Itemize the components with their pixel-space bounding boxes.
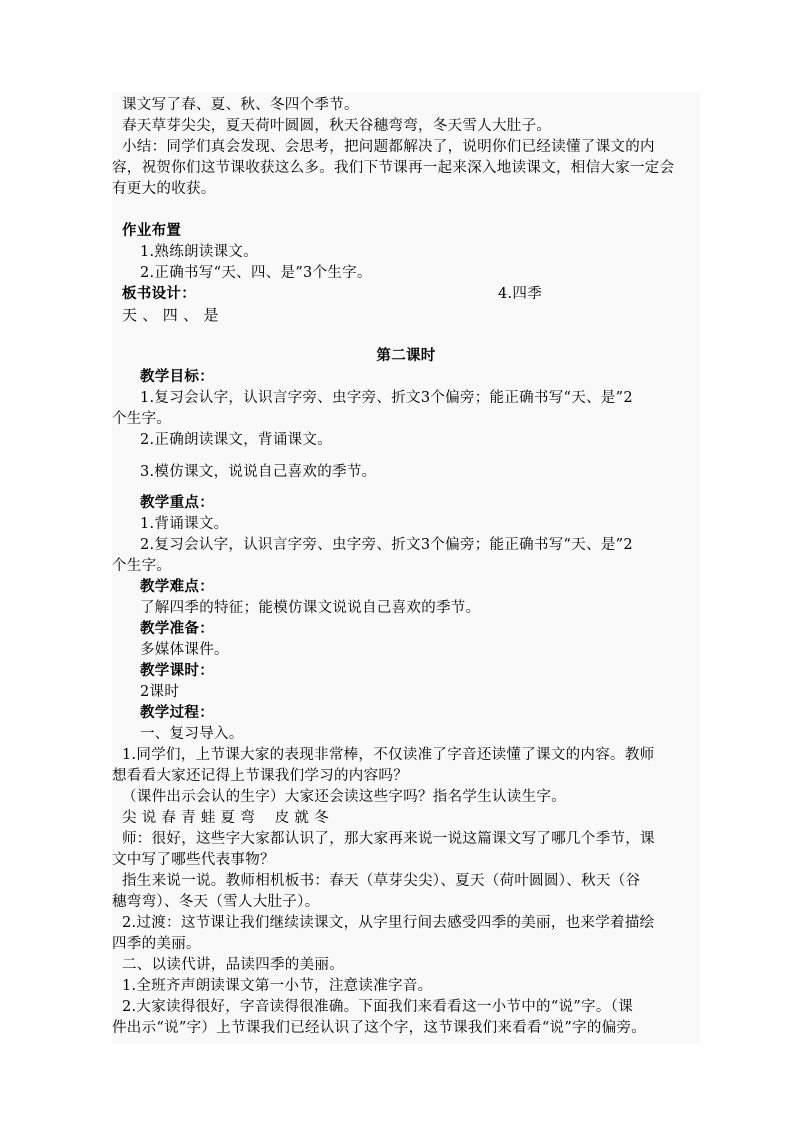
conclusion-line-2: 容，祝贺你们这节课收获这么多。我们下节课再一起来深入地读课文，相信大家一定会 xyxy=(112,160,675,176)
review-chars: 尖 说 春 青 蛙 夏 弯 皮 就 冬 xyxy=(122,810,329,826)
board-heading: 板书设计： xyxy=(122,285,196,302)
difficulty-text: 了解四季的特征；能模仿课文说说自己喜欢的季节。 xyxy=(140,600,481,616)
paragraph-5-line-2: 四季的美丽。 xyxy=(112,936,201,952)
paragraph-2: （课件出示会认的生字）大家还会读这些字吗？指名学生认读生字。 xyxy=(122,789,566,805)
paragraph-1-line-2: 想看看大家还记得上节课我们学习的内容吗？ xyxy=(112,768,408,784)
process-heading: 教学过程： xyxy=(140,704,214,721)
prep-heading: 教学准备： xyxy=(140,620,214,637)
goal-2: 2.正确朗读课文，背诵课文。 xyxy=(140,432,333,448)
board-chars: 天 、 四 、 是 xyxy=(122,306,219,324)
prep-text: 多媒体课件。 xyxy=(140,642,229,658)
goal-1-line-2: 个生字。 xyxy=(112,411,172,427)
paragraph-3-line-2: 文中写了哪些代表事物？ xyxy=(112,852,275,868)
paragraph-4-line-2: 穗弯弯）、冬天（雪人大肚子）。 xyxy=(112,894,320,910)
focus-1: 1.背诵课文。 xyxy=(140,516,229,532)
hours-heading: 教学课时： xyxy=(140,662,214,679)
paragraph-4-line-1: 指生来说一说。教师相机板书：春天（草芽尖尖）、夏天（荷叶圆圆）、秋天（谷 xyxy=(122,873,641,889)
paragraph-7-line-1: 2.大家读得很好，字音读得很准确。下面我们来看看这一小节中的“说”字。（课 xyxy=(122,999,634,1015)
focus-2-line-1: 2.复习会认字，认识言字旁、虫字旁、折文3个偏旁；能正确书写“天、是”2 xyxy=(140,537,633,553)
paragraph-3-line-1: 师：很好，这些字大家都认识了，那大家再来说一说这篇课文写了哪几个季节，课 xyxy=(122,831,655,847)
paragraph-5-line-1: 2.过渡：这节课让我们继续读课文，从字里行间去感受四季的美丽，也来学着描绘 xyxy=(122,915,655,931)
homework-item-1: 1.熟练朗读课文。 xyxy=(140,244,259,260)
paragraph-7-line-2: 件出示“说”字）上节课我们已经认识了这个字，这节课我们来看看“说”字的偏旁。 xyxy=(112,1020,647,1036)
hours-text: 2课时 xyxy=(140,684,180,700)
goals-heading: 教学目标： xyxy=(140,368,214,385)
homework-heading: 作业布置 xyxy=(122,222,182,239)
focus-heading: 教学重点： xyxy=(140,494,214,511)
difficulty-heading: 教学难点： xyxy=(140,578,214,595)
conclusion-line-3: 有更大的收获。 xyxy=(112,181,216,197)
lesson-title: 第二课时 xyxy=(376,347,436,364)
conclusion-line-1: 小结：同学们真会发现、会思考，把问题都解决了，说明你们已经读懂了课文的内 xyxy=(122,139,655,155)
summary-line-2: 春天草芽尖尖，夏天荷叶圆圆，秋天谷穗弯弯，冬天雪人大肚子。 xyxy=(122,118,552,134)
focus-2-line-2: 个生字。 xyxy=(112,558,172,574)
step-1-heading: 一、复习导入。 xyxy=(140,726,244,742)
step-2-heading: 二、以读代讲，品读四季的美丽。 xyxy=(122,957,344,973)
goal-3: 3.模仿课文，说说自己喜欢的季节。 xyxy=(140,464,377,480)
paragraph-6: 1.全班齐声朗读课文第一小节，注意读准字音。 xyxy=(122,978,433,994)
homework-item-2: 2.正确书写“天、四、是”3个生字。 xyxy=(140,265,372,281)
summary-line-1: 课文写了春、夏、秋、冬四个季节。 xyxy=(122,97,359,113)
goal-1-line-1: 1.复习会认字，认识言字旁、虫字旁、折文3个偏旁；能正确书写“天、是”2 xyxy=(140,390,633,406)
board-title: 4.四季 xyxy=(498,286,543,302)
paragraph-1-line-1: 1.同学们，上节课大家的表现非常棒，不仅读准了字音还读懂了课文的内容。教师 xyxy=(122,747,655,763)
